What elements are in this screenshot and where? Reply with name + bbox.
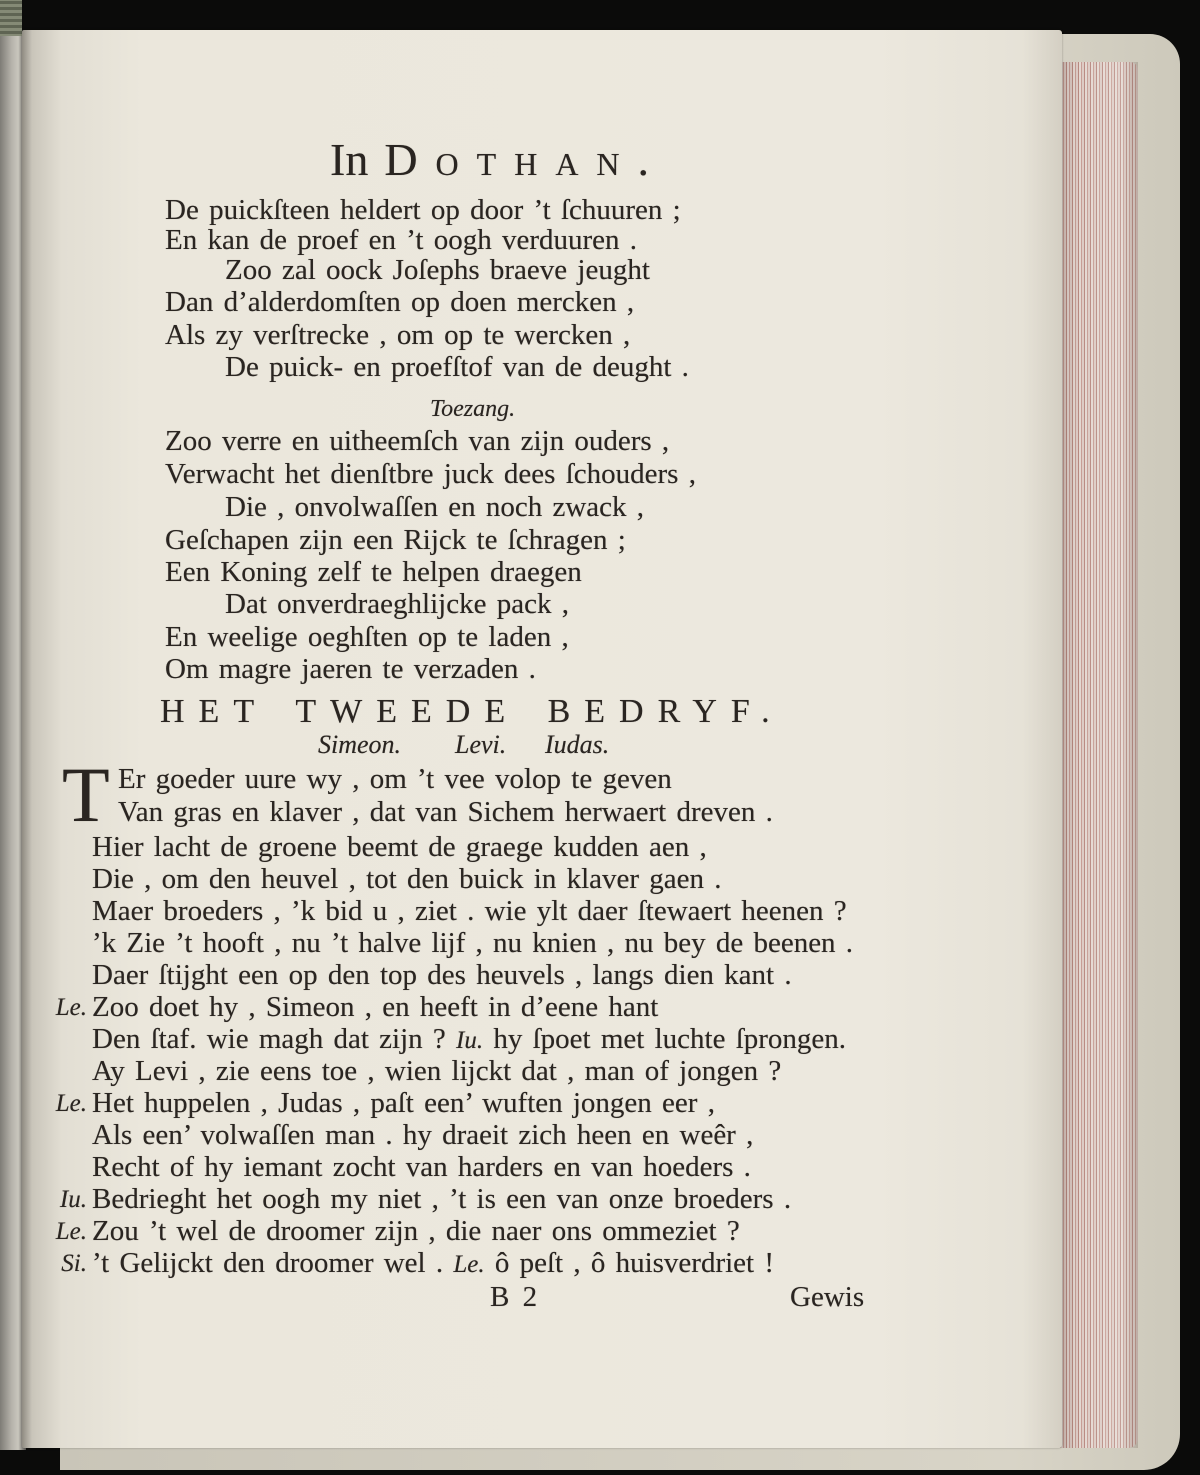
dialogue-line: Daer ſtijght een op den top des heuvels , langs dien kant . [92, 959, 792, 991]
stanza-1-line: En kan de proef en ’t oogh verduuren . [165, 224, 638, 256]
dialogue-text: Het huppelen , Judas , paſt een’ wuften jongen eer , [92, 1087, 715, 1119]
dialogue-text-after: ô peſt , ô huisverdriet ! [494, 1247, 775, 1279]
toezang-heading: Toezang. [430, 396, 516, 422]
stanza-1-line: Zoo zal oock Joſephs braeve jeught [225, 254, 650, 286]
running-head-title: Dothan. [384, 134, 668, 185]
stanza-1-line: De puickſteen heldert op door ’t ſchuuren ; [165, 194, 681, 226]
stanza-2-line: Dat onverdraeghlijcke pack , [225, 588, 569, 620]
inline-speaker-label: Iu. [456, 1027, 484, 1054]
dialogue-line: Ay Levi , zie eens toe , wien lijckt dat , man of jongen ? [92, 1055, 782, 1087]
dialogue-line [61, 1247, 775, 1281]
dialogue-line: Maer broeders , ’k bid u , ziet . wie ylt daer ſtewaert heenen ? [92, 895, 847, 927]
stanza-1-line: Dan d’alderdomſten op doen mercken , [165, 286, 635, 318]
dialogue-line: Die , om den heuvel , tot den buick in klaver gaen . [92, 863, 722, 895]
dialogue-line [55, 1087, 715, 1119]
stanza-2-line: Verwacht het dienſtbre juck dees ſchouders , [165, 458, 696, 490]
speaker-label: Le. [55, 994, 87, 1021]
dialogue-line [59, 1183, 792, 1215]
dialogue-line: Recht of hy iemant zocht van harders en van hoeders . [92, 1151, 751, 1183]
catchword: Gewis [790, 1281, 865, 1313]
dialogue-text: Bedrieght het oogh my niet , ’t is een van onze broeders . [92, 1183, 792, 1215]
dialogue-text-after: hy ſpoet met luchte ſprongen. [493, 1023, 847, 1055]
dialogue-text: ’t Gelijckt den droomer wel . [92, 1247, 444, 1279]
dialogue-line [55, 991, 659, 1023]
drop-cap: T [62, 751, 110, 838]
stanza-2-line: En weelige oeghſten op te laden , [165, 621, 569, 653]
running-head [330, 135, 667, 185]
dialogue-line [55, 1215, 740, 1247]
character-iudas: Iudas. [545, 730, 610, 759]
speaker-label: Le. [55, 1090, 87, 1117]
speaker-label: Iu. [59, 1186, 87, 1213]
page-signature: B 2 [490, 1281, 538, 1313]
character-simeon: Simeon. [318, 730, 402, 759]
stanza-2-line: Om magre jaeren te verzaden . [165, 653, 536, 685]
act-title: HET TWEEDE BEDRYF. [160, 693, 784, 730]
dialogue-line [92, 1023, 846, 1057]
stanza-2-line: Geſchapen zijn een Rijck te ſchragen ; [165, 524, 626, 556]
speaker-label: Si. [61, 1250, 87, 1277]
dialogue-line: Als een’ volwaſſen man . hy draeit zich heen en weêr , [92, 1119, 754, 1151]
stanza-1-line: De puick- en proefſtof van de deught . [225, 351, 689, 383]
page-edges [1052, 62, 1138, 1448]
inline-speaker-label: Le. [453, 1251, 485, 1278]
dialogue-text: Zoo doet hy , Simeon , en heeft in d’eene hant [92, 991, 659, 1023]
dialogue-text: Den ſtaf. wie magh dat zijn ? [92, 1023, 446, 1055]
dialogue-line: Van gras en klaver , dat van Sichem herwaert dreven . [118, 796, 773, 828]
stanza-1-line: Als zy verſtrecke , om op te wercken , [165, 319, 631, 351]
stanza-2-line: Die , onvolwaſſen en noch zwack , [225, 491, 645, 523]
dialogue-line: Hier lacht de groene beemt de graege kudden aen , [92, 831, 707, 863]
dialogue-line: Er goeder uure wy , om ’t vee volop te geven [118, 763, 672, 795]
running-head-prefix: In [330, 134, 369, 185]
dialogue-text: Zou ’t wel de droomer zijn , die naer ons ommeziet ? [92, 1215, 740, 1247]
stanza-2-line: Zoo verre en uitheemſch van zijn ouders , [165, 425, 670, 457]
dialogue-line: ’k Zie ’t hooft , nu ’t halve lijf , nu knien , nu bey de beenen . [92, 927, 854, 959]
character-levi: Levi. [455, 730, 507, 759]
speaker-label: Le. [55, 1218, 87, 1245]
stanza-2-line: Een Koning zelf te helpen draegen [165, 556, 582, 588]
